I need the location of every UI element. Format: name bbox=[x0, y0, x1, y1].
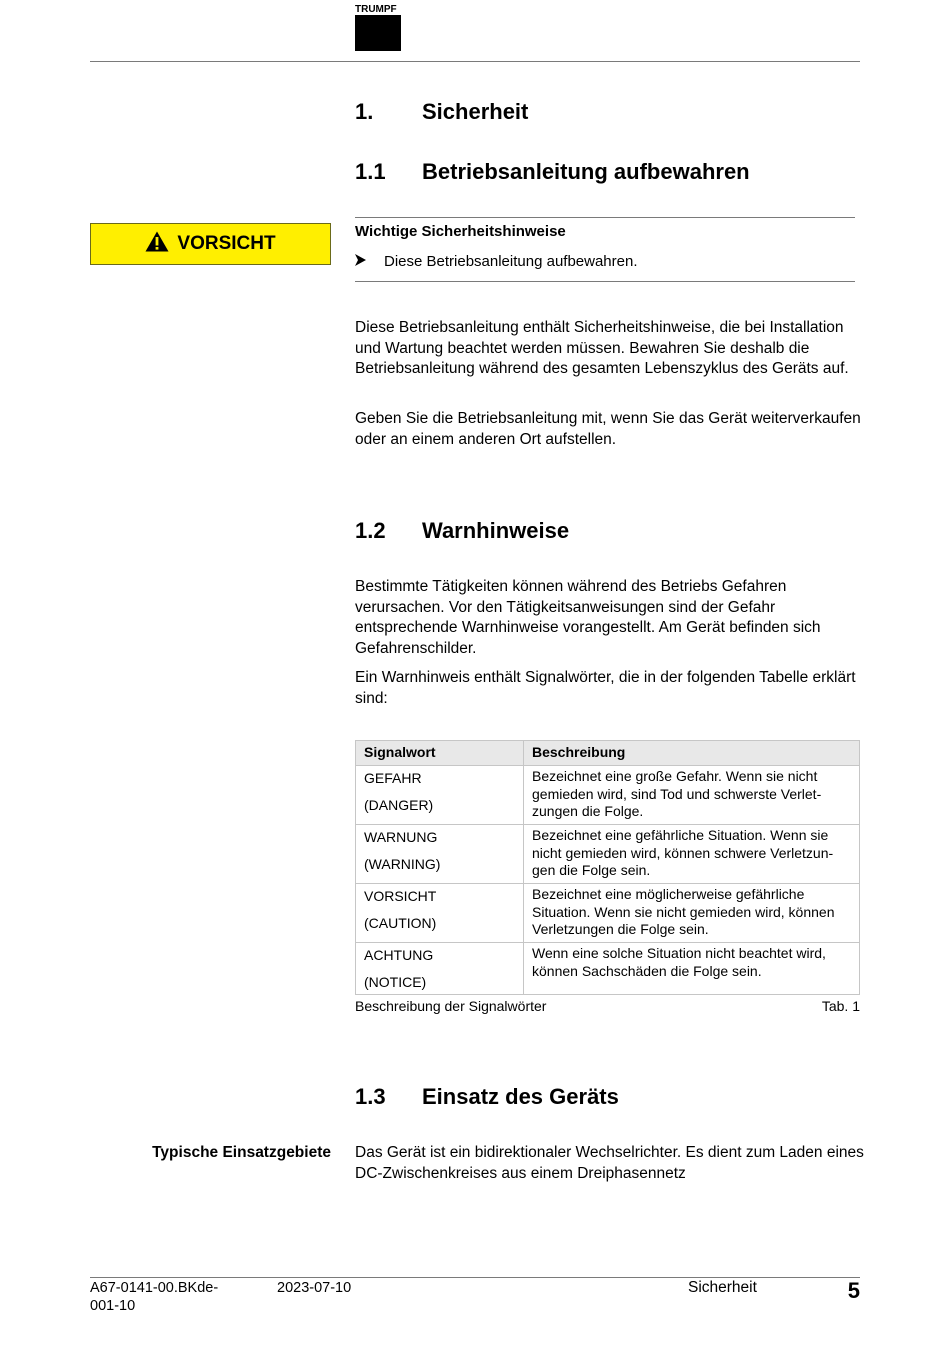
table-row bbox=[356, 766, 860, 825]
trumpf-logo bbox=[355, 4, 401, 51]
heading-number: 1.2 bbox=[355, 518, 386, 543]
table-caption bbox=[355, 998, 860, 1014]
heading-number: 1. bbox=[355, 99, 374, 124]
signal-word-cell bbox=[356, 766, 524, 825]
table-row bbox=[356, 943, 860, 995]
column-header-signal-word: Signalwort bbox=[356, 741, 524, 766]
table-header-row bbox=[356, 741, 860, 766]
description-cell: Bezeichnet eine gefährliche Situation. Wenn sie nicht gemieden wird, können schwere Verletzungen die Folge sein. bbox=[524, 825, 860, 884]
heading-title: Betriebsanleitung aufbewahren bbox=[422, 159, 750, 184]
table-row bbox=[356, 825, 860, 884]
footer-document-id: A67-0141-00.BKde-001-10 bbox=[90, 1280, 219, 1314]
description-cell: Wenn eine solche Situation nicht beachtet wird, können Sachschäden die Folge sein. bbox=[524, 943, 860, 995]
caution-signal-box bbox=[90, 223, 331, 265]
heading-number: 1.1 bbox=[355, 159, 386, 184]
footer-rule bbox=[90, 1277, 860, 1278]
footer-date: 2023-07-10 bbox=[277, 1280, 352, 1296]
heading-section-1 bbox=[355, 99, 528, 125]
logo-text: TRUMPF bbox=[355, 4, 397, 15]
signal-word-english: (NOTICE) bbox=[364, 974, 427, 990]
paragraph-hazards: Bestimmte Tätigkeiten können während des Betriebs Gefahren verursachen. Vor den Tätigkeitsanweisungen sind der Gefahr entsprechende Warnhinweise vorangestellt. Am Gerät befinden sich Gefahrenschilder. bbox=[355, 578, 821, 657]
signal-word: VORSICHT bbox=[364, 888, 437, 904]
paragraph-manual-intro: Diese Betriebsanleitung enthält Sicherheitshinweise, die bei Installation und Wartung beachtet werden müssen. Bewahren Sie deshalb die Betriebsanleitung während des gesamten Lebenszyklus des Geräts auf. bbox=[355, 319, 849, 377]
description-cell: Bezeichnet eine große Gefahr. Wenn sie nicht gemieden wird, sind Tod und schwerste Verletzungen die Folge. bbox=[524, 766, 860, 825]
heading-section-1-1 bbox=[355, 159, 750, 185]
signal-word-table bbox=[355, 740, 860, 995]
page-number: 5 bbox=[847, 1278, 860, 1303]
hint-bottom-rule bbox=[355, 281, 855, 282]
caution-label: VORSICHT bbox=[177, 233, 276, 254]
arrowhead-bullet-icon bbox=[355, 253, 384, 271]
signal-word: WARNUNG bbox=[364, 829, 438, 845]
footer-chapter: Sicherheit bbox=[688, 1279, 757, 1296]
heading-section-1-3 bbox=[355, 1084, 619, 1110]
warning-triangle-icon bbox=[145, 231, 169, 257]
header-rule bbox=[90, 61, 860, 62]
paragraph-device-use: Das Gerät ist ein bidirektionaler Wechselrichter. Es dient zum Laden eines DC-Zwischenkreises aus einem Dreiphasennetz bbox=[355, 1144, 864, 1182]
paragraph-manual-handover: Geben Sie die Betriebsanleitung mit, wenn Sie das Gerät weiterverkaufen oder an einem anderen Ort aufstellen. bbox=[355, 410, 861, 448]
signal-word-cell bbox=[356, 884, 524, 943]
heading-title: Sicherheit bbox=[422, 99, 529, 124]
safety-hint-text: Diese Betriebsanleitung aufbewahren. bbox=[384, 253, 638, 270]
table-row bbox=[356, 884, 860, 943]
safety-hint-item bbox=[355, 253, 638, 271]
logo-block bbox=[355, 15, 401, 51]
table-caption-text: Beschreibung der Signalwörter bbox=[355, 998, 547, 1014]
hint-top-rule bbox=[355, 217, 855, 218]
signal-word: GEFAHR bbox=[364, 770, 422, 786]
side-label-typical-uses: Typische Einsatzgebiete bbox=[152, 1144, 331, 1161]
paragraph-signal-words: Ein Warnhinweis enthält Signalwörter, die in der folgenden Tabelle erklärt sind: bbox=[355, 669, 856, 707]
heading-number: 1.3 bbox=[355, 1084, 386, 1109]
signal-word-english: (WARNING) bbox=[364, 856, 441, 872]
signal-word-cell bbox=[356, 825, 524, 884]
heading-title: Warnhinweise bbox=[422, 518, 570, 543]
column-header-description: Beschreibung bbox=[524, 741, 860, 766]
heading-section-1-2 bbox=[355, 518, 569, 544]
signal-word-english: (CAUTION) bbox=[364, 915, 437, 931]
table-caption-ref: Tab. 1 bbox=[821, 998, 860, 1014]
safety-hint-title: Wichtige Sicherheitshinweise bbox=[355, 223, 566, 240]
signal-word: ACHTUNG bbox=[364, 947, 434, 963]
signal-word-cell bbox=[356, 943, 524, 995]
signal-word-english: (DANGER) bbox=[364, 797, 434, 813]
heading-title: Einsatz des Geräts bbox=[422, 1084, 619, 1109]
description-cell: Bezeichnet eine möglicherweise gefährliche Situation. Wenn sie nicht gemieden wird, können Verletzungen die Folge sein. bbox=[524, 884, 860, 943]
